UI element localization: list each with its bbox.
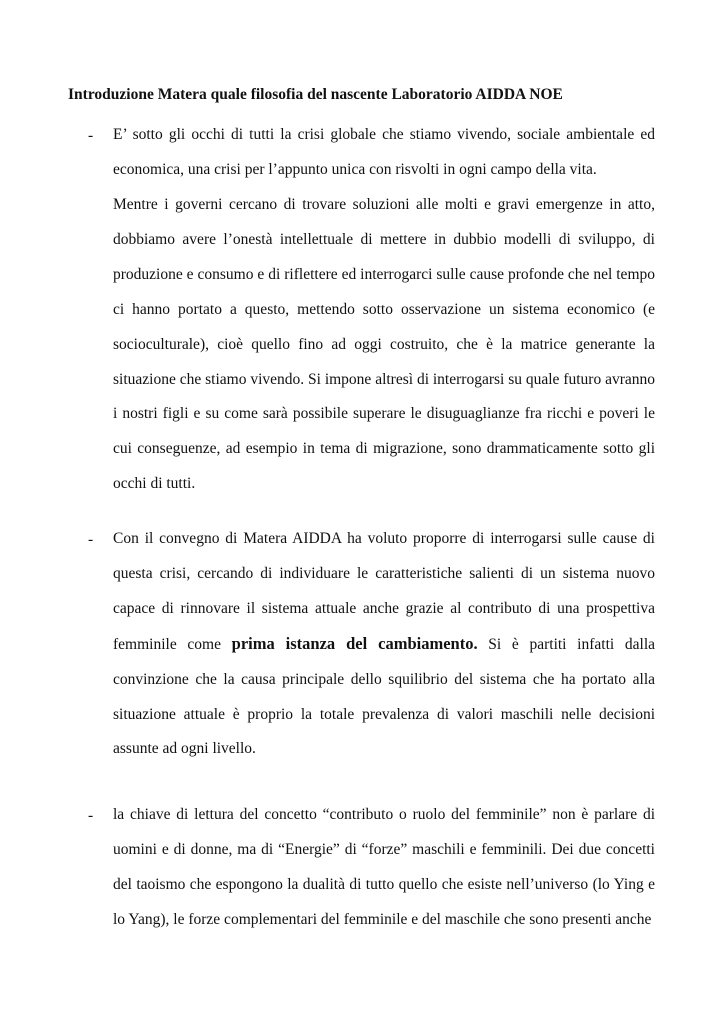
bullet-dash: - xyxy=(88,531,94,548)
document-title: Introduzione Matera quale filosofia del nascente Laboratorio AIDDA NOE xyxy=(68,86,563,103)
item-1-paragraph-2: Mentre i governi cercano di trovare soluzioni alle molti e gravi emergenze in atto, dobbiamo avere l’onestà intellettuale di mettere in dubbio modelli di sviluppo, di produzione e consumo e di riflettere ed interrogarci sulle cause profonde che nel tempo ci hanno portato a questo, mettendo sotto osservazione un sistema economico (e socioculturale), cioè quello fino ad oggi costruito, che è la matrice generante la situazione che stiamo vivendo. Si impone altresì di interrogarsi su quale futuro avranno i nostri figli e su come sarà possibile superare le disuguaglianze fra ricchi e poveri le cui conseguenze, ad esempio in tema di migrazione, sono drammaticamente sotto gli occhi di tutti. xyxy=(113,196,655,493)
item-2-paragraph xyxy=(113,522,655,767)
bullet-dash: - xyxy=(88,127,94,144)
item-1-paragraph-1: E’ sotto gli occhi di tutti la crisi globale che stiamo vivendo, sociale ambientale ed economica, una crisi per l’appunto unica con risvolti in ogni campo della vita. xyxy=(113,126,655,178)
item-2-emphasis: prima istanza del cambiamento. xyxy=(231,633,478,653)
bullet-dash: - xyxy=(88,807,94,824)
item-2-text-after: Si è partiti infatti dalla convinzione che la causa principale dello squilibrio del sistema che ha portato alla situazione attuale è proprio la totale prevalenza di valori maschili nelle decisioni assunte ad ogni livello. xyxy=(113,635,656,758)
item-2-text-before: Con il convegno di Matera AIDDA ha voluto proporre di interrogarsi sulle cause di questa crisi, cercando di individuare le caratteristiche salienti di un sistema nuovo capace di rinnovare il sistema attuale anche grazie al contributo di una prospettiva femminile come xyxy=(113,530,655,653)
item-3-paragraph: la chiave di lettura del concetto “contributo o ruolo del femminile” non è parlare di uomini e di donne, ma di “Energie” di “forze” maschili e femminili. Dei due concetti del taoismo che espongono la dualità di tutto quello che esiste nell’universo (lo Ying e lo Yang), le forze complementari del femminile e del maschile che sono presenti anche xyxy=(113,806,655,928)
